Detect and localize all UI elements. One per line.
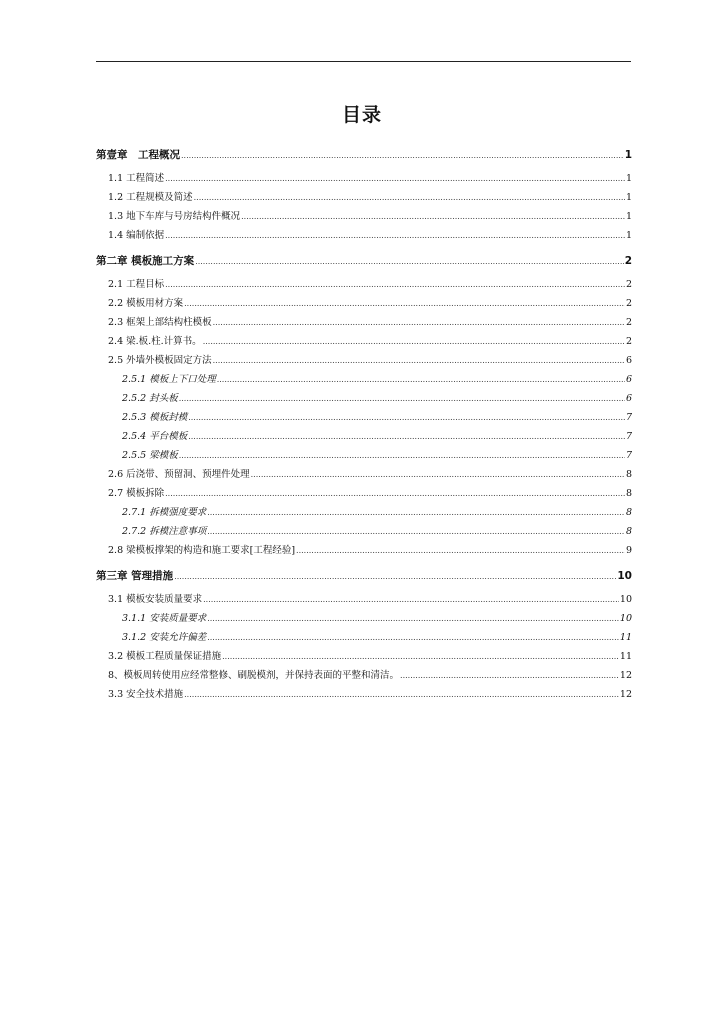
toc-section-entry[interactable] bbox=[96, 188, 632, 207]
toc-page-number: 8 bbox=[625, 488, 632, 499]
toc-subsection-entry[interactable] bbox=[96, 446, 632, 465]
dot-leader bbox=[203, 590, 619, 609]
dot-leader bbox=[165, 169, 625, 188]
toc-page-number: 7 bbox=[625, 450, 632, 461]
toc-entry-label: 3.2 模板工程质量保证措施 bbox=[108, 651, 222, 662]
dot-leader bbox=[165, 484, 625, 503]
dot-leader bbox=[188, 408, 625, 427]
dot-leader bbox=[207, 628, 619, 647]
toc-entry-label: 2.7.2 拆模注意事项 bbox=[122, 526, 207, 537]
toc-section-entry[interactable] bbox=[96, 590, 632, 609]
toc-page-number: 2 bbox=[624, 255, 632, 267]
toc-page-number: 10 bbox=[617, 570, 632, 582]
toc-page-number: 10 bbox=[619, 613, 632, 624]
toc-entry-label: 1.3 地下车库与号房结构件概况 bbox=[108, 211, 241, 222]
toc-section-entry[interactable] bbox=[96, 275, 632, 294]
toc-entry-label: 3.1 模板安装质量要求 bbox=[108, 594, 203, 605]
toc-page-number: 8 bbox=[625, 469, 632, 480]
toc-entry-label: 2.5.2 封头板 bbox=[122, 393, 178, 404]
dot-leader bbox=[184, 685, 619, 704]
toc-page-number: 6 bbox=[625, 393, 632, 404]
toc-subsection-entry[interactable] bbox=[96, 503, 632, 522]
toc-page-number: 1 bbox=[625, 192, 632, 203]
dot-leader bbox=[217, 370, 625, 389]
toc-entry-label: 3.3 安全技术措施 bbox=[108, 689, 184, 700]
toc-page-number: 6 bbox=[625, 355, 632, 366]
toc-entry-label: 2.8 梁模板撑架的构造和施工要求[工程经验] bbox=[108, 545, 296, 556]
dot-leader bbox=[194, 188, 625, 207]
toc-section-entry[interactable] bbox=[96, 332, 632, 351]
toc-section-entry[interactable] bbox=[96, 484, 632, 503]
toc-entry-label: 2.4 梁.板.柱.计算书。 bbox=[108, 336, 202, 347]
toc-entry-label: 2.5.4 平台模板 bbox=[122, 431, 188, 442]
toc-page-number: 7 bbox=[625, 412, 632, 423]
toc-section-entry[interactable] bbox=[96, 647, 632, 666]
toc-page-number: 9 bbox=[625, 545, 632, 556]
section-spacer bbox=[96, 245, 632, 249]
toc-entry-label: 2.2 模板用材方案 bbox=[108, 298, 184, 309]
toc-page-number: 1 bbox=[625, 211, 632, 222]
toc-entry-label: 第壹章 工程概况 bbox=[96, 149, 180, 161]
dot-leader bbox=[181, 147, 624, 164]
toc-entry-label: 2.5.3 模板封模 bbox=[122, 412, 188, 423]
toc-title: 目录 bbox=[341, 104, 382, 126]
toc-entry-label: 3.1.1 安装质量要求 bbox=[122, 613, 207, 624]
toc-entry-label: 8、模板周转使用应经常整修、刷脱模剂，并保持表面的平整和清洁。 bbox=[108, 670, 400, 681]
toc-page-number: 7 bbox=[625, 431, 632, 442]
toc-entry-label: 2.6 后浇带、预留洞、预埋件处理 bbox=[108, 469, 250, 480]
toc-entry-label: 第三章 管理措施 bbox=[96, 570, 174, 582]
dot-leader bbox=[179, 446, 625, 465]
toc-entry-label: 2.3 框架上部结构柱模板 bbox=[108, 317, 212, 328]
toc-section-entry[interactable] bbox=[96, 207, 632, 226]
dot-leader bbox=[188, 427, 625, 446]
toc-section-entry[interactable] bbox=[96, 226, 632, 245]
toc-subsection-entry[interactable] bbox=[96, 522, 632, 541]
toc-subsection-entry[interactable] bbox=[96, 389, 632, 408]
toc-entry-label: 2.5.5 梁模板 bbox=[122, 450, 178, 461]
toc-section-entry[interactable] bbox=[96, 541, 632, 560]
dot-leader bbox=[207, 503, 625, 522]
dot-leader bbox=[296, 541, 625, 560]
dot-leader bbox=[203, 332, 625, 351]
toc-page-number: 8 bbox=[625, 507, 632, 518]
toc-page-number: 1 bbox=[624, 149, 632, 161]
toc-page-number: 1 bbox=[625, 173, 632, 184]
toc-page-number: 2 bbox=[625, 317, 632, 328]
table-of-contents bbox=[96, 143, 632, 708]
toc-entry-label: 1.4 编制依据 bbox=[108, 230, 165, 241]
toc-subsection-entry[interactable] bbox=[96, 370, 632, 389]
dot-leader bbox=[184, 294, 625, 313]
toc-page-number: 6 bbox=[625, 374, 632, 385]
toc-entry-label: 1.1 工程简述 bbox=[108, 173, 165, 184]
toc-section-entry[interactable] bbox=[96, 685, 632, 704]
toc-chapter-entry[interactable] bbox=[96, 252, 632, 270]
toc-page-number: 1 bbox=[625, 230, 632, 241]
dot-leader bbox=[241, 207, 625, 226]
toc-entry-label: 2.7 模板拆除 bbox=[108, 488, 165, 499]
toc-page-number: 12 bbox=[619, 689, 632, 700]
dot-leader bbox=[174, 568, 616, 585]
dot-leader bbox=[400, 666, 619, 685]
dot-leader bbox=[222, 647, 619, 666]
toc-page-number: 2 bbox=[625, 336, 632, 347]
dot-leader bbox=[207, 609, 619, 628]
toc-subsection-entry[interactable] bbox=[96, 628, 632, 647]
toc-section-entry[interactable] bbox=[96, 465, 632, 484]
dot-leader bbox=[207, 522, 625, 541]
toc-section-entry[interactable] bbox=[96, 294, 632, 313]
toc-page-number: 2 bbox=[625, 298, 632, 309]
toc-entry-label: 2.7.1 拆模强度要求 bbox=[122, 507, 207, 518]
toc-subsection-entry[interactable] bbox=[96, 427, 632, 446]
toc-entry-label: 2.5.1 模板上下口处理 bbox=[122, 374, 216, 385]
toc-section-entry[interactable] bbox=[96, 351, 632, 370]
toc-entry-label: 第二章 模板施工方案 bbox=[96, 255, 195, 267]
toc-entry-label: 2.1 工程目标 bbox=[108, 279, 165, 290]
section-spacer bbox=[96, 704, 632, 708]
toc-page-number: 11 bbox=[619, 632, 632, 643]
toc-entry-label: 3.1.2 安装允许偏差 bbox=[122, 632, 207, 643]
toc-section-entry[interactable] bbox=[96, 169, 632, 188]
section-spacer bbox=[96, 560, 632, 564]
toc-page-number: 8 bbox=[625, 526, 632, 537]
dot-leader bbox=[251, 465, 625, 484]
dot-leader bbox=[179, 389, 625, 408]
toc-section-entry[interactable] bbox=[96, 666, 632, 685]
toc-entry-label: 2.5 外墙外模板固定方法 bbox=[108, 355, 212, 366]
dot-leader bbox=[165, 226, 625, 245]
dot-leader bbox=[165, 275, 625, 294]
toc-subsection-entry[interactable] bbox=[96, 609, 632, 628]
toc-page-number: 12 bbox=[619, 670, 632, 681]
toc-subsection-entry[interactable] bbox=[96, 408, 632, 427]
dot-leader bbox=[213, 351, 625, 370]
dot-leader bbox=[213, 313, 625, 332]
dot-leader bbox=[195, 253, 624, 270]
toc-page-number: 10 bbox=[619, 594, 632, 605]
header-rule bbox=[96, 61, 631, 62]
toc-chapter-entry[interactable] bbox=[96, 567, 632, 585]
toc-chapter-entry[interactable] bbox=[96, 146, 632, 164]
toc-section-entry[interactable] bbox=[96, 313, 632, 332]
toc-entry-label: 1.2 工程规模及简述 bbox=[108, 192, 193, 203]
toc-page-number: 11 bbox=[619, 651, 632, 662]
toc-page-number: 2 bbox=[625, 279, 632, 290]
